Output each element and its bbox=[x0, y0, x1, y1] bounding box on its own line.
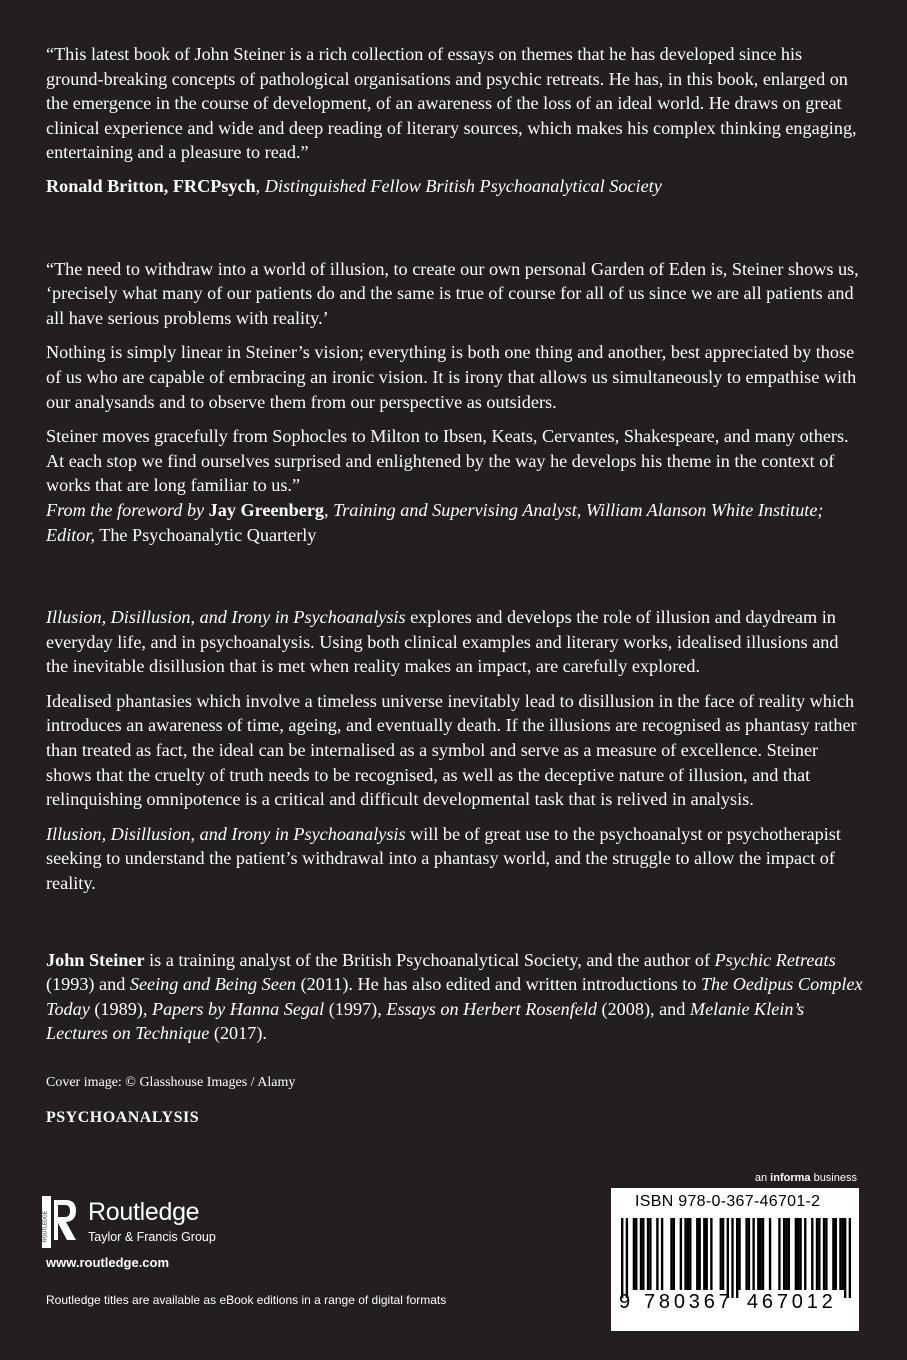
barcode-bar bbox=[783, 1218, 785, 1290]
barcode-bar bbox=[816, 1218, 818, 1290]
author-name: John Steiner bbox=[46, 949, 145, 970]
barcode-bar bbox=[825, 1218, 827, 1290]
svg-text:ROUTLEDGE: ROUTLEDGE bbox=[42, 1210, 49, 1242]
barcode-bar bbox=[696, 1218, 698, 1290]
barcode-bar bbox=[736, 1218, 738, 1298]
barcode-bar bbox=[757, 1218, 759, 1290]
isbn-label: ISBN 978-0-367-46701-2 bbox=[635, 1193, 821, 1210]
greenberg-quote-p2: Nothing is simply linear in Steiner’s vision; everything is both one thing and another, best appreciated by those of us who are capable of embracing an ironic vision. It is irony that allows us simultaneously to empathise with our analysands and to observe them from our perspective as outsiders. bbox=[46, 342, 857, 412]
barcode-bar bbox=[823, 1218, 825, 1290]
barcode-bar bbox=[835, 1218, 837, 1290]
barcode-bar bbox=[769, 1218, 771, 1290]
journal-name: The Psychoanalytic Quarterly bbox=[95, 524, 317, 545]
barcode-bar bbox=[621, 1218, 623, 1298]
britton-quote: “This latest book of John Steiner is a rich collection of essays on themes that he has developed since his ground-breaking concepts of pathological organisations and psychic retreats. He has, in this book, enlarged on the emergence in the course of development, of an awareness of the loss of an ideal world. He draws on great clinical experience and wide and deep reading of literary sources, which makes his complex thinking engaging, entertaining and a pleasure to read.” bbox=[46, 44, 857, 163]
blurb-p3: Illusion, Disillusion, and Irony in Psychoanalysis will be of great use to the psychoanalyst or psychotherapist seeking to understand the patient’s withdrawal into a phantasy world, and the struggle to allow the impact of reality. bbox=[46, 823, 841, 894]
barcode-bar bbox=[661, 1218, 663, 1290]
barcode-bar bbox=[731, 1218, 733, 1298]
barcode-bar bbox=[849, 1218, 851, 1298]
reviewer-name: Ronald Britton, FRCPsych bbox=[46, 175, 256, 196]
barcode-bar bbox=[788, 1218, 790, 1290]
informa-tagline: an informa business bbox=[754, 1172, 857, 1184]
reviewer-name: Jay Greenberg bbox=[208, 499, 324, 520]
barcode-bar bbox=[738, 1218, 740, 1290]
barcode-bar bbox=[762, 1218, 764, 1290]
routledge-r-logo-icon bbox=[42, 1196, 80, 1248]
barcode-bar bbox=[626, 1218, 628, 1298]
publisher-group: Taylor & Francis Group bbox=[88, 1230, 216, 1244]
barcode-bar bbox=[811, 1218, 813, 1290]
barcode-bar bbox=[670, 1218, 672, 1290]
barcode-bar bbox=[689, 1218, 691, 1290]
isbn-barcode bbox=[611, 1188, 859, 1331]
barcode-bar bbox=[705, 1218, 707, 1290]
book-title: Illusion, Disillusion, and Irony in Psychoanalysis bbox=[46, 823, 406, 844]
publisher-url[interactable]: www.routledge.com bbox=[46, 1255, 170, 1270]
barcode-bar bbox=[673, 1218, 675, 1290]
author-bio: John Steiner is a training analyst of the British Psychoanalytical Society, and the author of Psychic Retreats (1993) and Seeing and Being Seen (2011). He has also edited and written introductions to The Oedipus Complex Today (1989), Papers by Hanna Segal (1997), Essays on Herbert Rosenfeld (2008), and Melanie Klein’s Lectures on Technique (2017). bbox=[46, 949, 863, 1044]
barcode-bar bbox=[710, 1218, 712, 1290]
barcode-bar bbox=[642, 1218, 644, 1290]
cover-credit: Cover image: © Glasshouse Images / Alamy bbox=[46, 1075, 296, 1090]
barcode-bar bbox=[785, 1218, 787, 1290]
subject-category: PSYCHOANALYSIS bbox=[46, 1109, 200, 1126]
barcode-bar bbox=[797, 1218, 799, 1290]
reviewer-title: , Training and Supervising Analyst, William Alanson White Institute; Editor, bbox=[46, 499, 824, 545]
barcode-bar bbox=[759, 1218, 761, 1290]
barcode-bar bbox=[752, 1218, 754, 1290]
publisher-logo bbox=[42, 1196, 292, 1256]
barcode-digits: 9 780367 467012 bbox=[619, 1291, 837, 1313]
barcode-bar bbox=[635, 1218, 637, 1290]
barcode-bar bbox=[633, 1218, 635, 1290]
back-cover-text bbox=[46, 42, 864, 1131]
barcode-bar bbox=[745, 1218, 747, 1290]
barcode-bar bbox=[722, 1218, 724, 1290]
blurb-p1: Illusion, Disillusion, and Irony in Psychoanalysis explores and develops the role of illusion and daydream in everyday life, and in psychoanalysis. Using both clinical examples and literary works, idealised illusions and the inevitable disillusion that is met when reality makes an impact, are carefully explored. bbox=[46, 607, 839, 677]
barcode-bar bbox=[684, 1218, 686, 1290]
barcode-bar bbox=[818, 1218, 820, 1290]
barcode-bar bbox=[804, 1218, 806, 1290]
greenberg-quote-p1: “The need to withdraw into a world of illusion, to create our own personal Garden of Eden is, Steiner shows us, ‘precisely what many of our patients do and the same is true of course for all of us since we are all patients and all have serious problems with reality.’ bbox=[46, 258, 859, 328]
barcode-bar bbox=[842, 1218, 844, 1290]
barcode-bar bbox=[844, 1218, 846, 1298]
barcode-bar bbox=[727, 1218, 729, 1298]
barcode-bar bbox=[687, 1218, 689, 1290]
barcode-bar bbox=[748, 1218, 750, 1290]
barcode-bar bbox=[832, 1218, 834, 1290]
britton-attribution: Ronald Britton, FRCPsych, Distinguished Fellow British Psychoanalytical Society bbox=[46, 175, 662, 196]
barcode-bar bbox=[647, 1218, 649, 1290]
book-title: Illusion, Disillusion, and Irony in Psychoanalysis bbox=[46, 607, 406, 628]
ebook-note: Routledge titles are available as eBook editions in a range of digital formats bbox=[46, 1293, 447, 1307]
barcode-bar bbox=[703, 1218, 705, 1290]
barcode-bar bbox=[680, 1218, 682, 1290]
barcode-bar bbox=[640, 1218, 642, 1290]
barcode-bar bbox=[720, 1218, 722, 1290]
barcode-bar bbox=[839, 1218, 841, 1290]
greenberg-quote-p3: Steiner moves gracefully from Sophocles to Milton to Ibsen, Keats, Cervantes, Shakespeare, and many others. At each stop we find ourselves surprised and enlightened by the way he develops his theme in the context of works that are long familiar to us.” bbox=[46, 426, 849, 496]
barcode-bar bbox=[656, 1218, 658, 1290]
greenberg-attribution: From the foreword by Jay Greenberg, Training and Supervising Analyst, William Alanson White Institute; Editor, The Psychoanalytic Quarterly bbox=[46, 499, 824, 545]
barcode-bar bbox=[778, 1218, 780, 1290]
barcode-bar bbox=[799, 1218, 801, 1290]
publisher-name: Routledge bbox=[88, 1198, 200, 1226]
barcode-bar bbox=[795, 1218, 797, 1290]
reviewer-title: Distinguished Fellow British Psychoanalytical Society bbox=[264, 175, 662, 196]
barcode-bar bbox=[649, 1218, 651, 1290]
barcode-bar bbox=[698, 1218, 700, 1290]
blurb-p2: Idealised phantasies which involve a timeless universe inevitably lead to disillusion in the face of reality which introduces an awareness of time, ageing, and eventually death. If the illusions are recognised as phantasy rather than treated as fact, the ideal can be internalised as a symbol and serve as a measure of excellence. Steiner shows that the cruelty of truth needs to be recognised, as well as the deceptive nature of illusion, and that relinquishing omnipotence is a critical and difficult developmental task that is relived in analysis. bbox=[46, 690, 857, 810]
